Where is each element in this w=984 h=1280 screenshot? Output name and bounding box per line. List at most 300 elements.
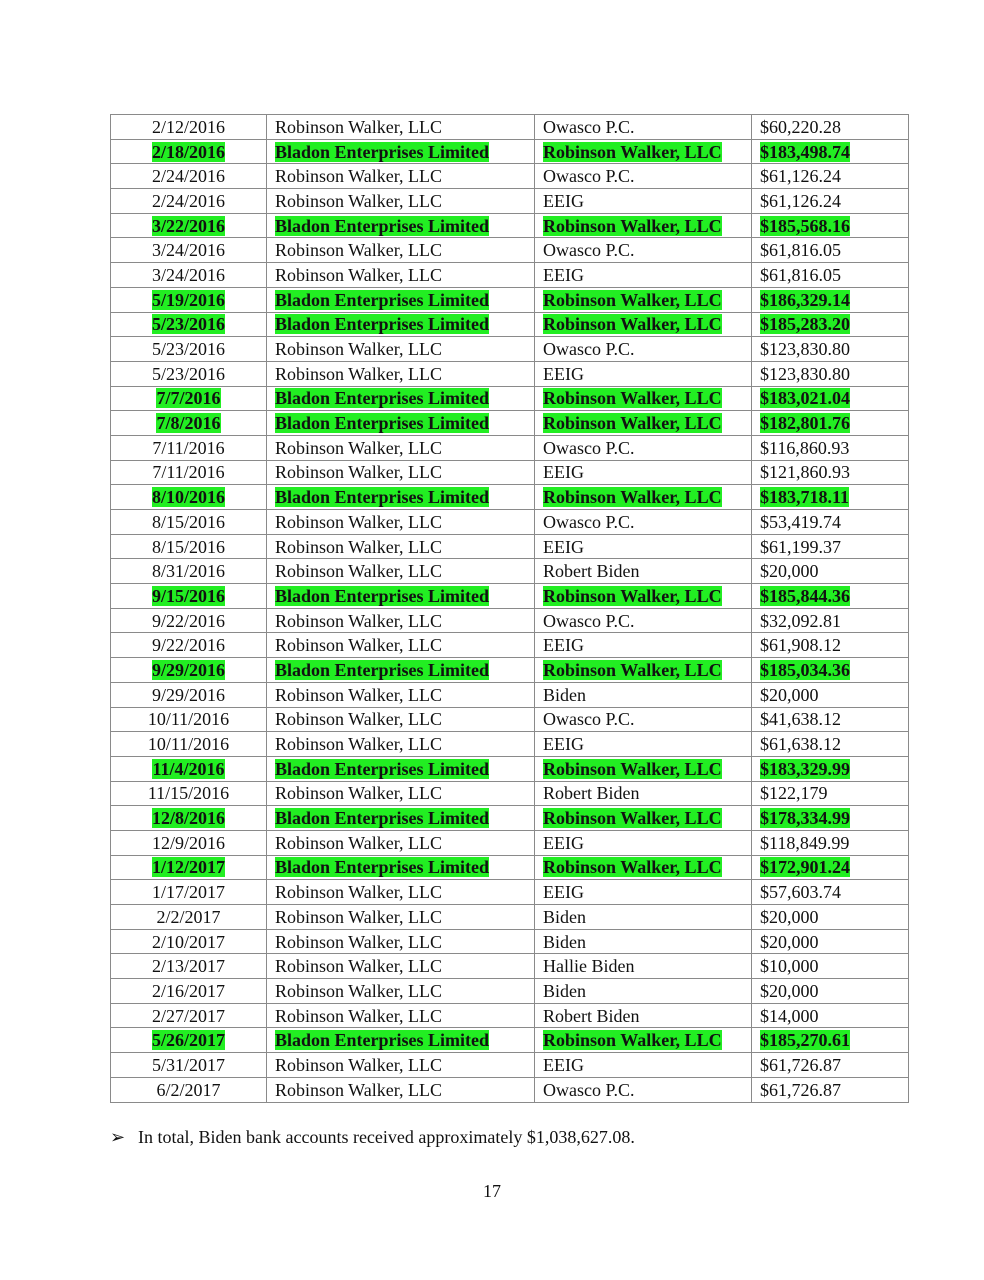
- table-row: [111, 534, 909, 559]
- table-row: [111, 213, 909, 238]
- recipient-cell: [535, 238, 752, 263]
- table-row: [111, 139, 909, 164]
- amount-cell-text: $182,801.76: [760, 413, 850, 434]
- date-cell: [111, 337, 267, 362]
- amount-cell-text: $185,270.61: [760, 1030, 850, 1051]
- recipient-cell: [535, 139, 752, 164]
- amount-cell: [752, 658, 909, 683]
- recipient-cell: [535, 658, 752, 683]
- sender-cell-text: Robinson Walker, LLC: [275, 190, 442, 211]
- sender-cell: [267, 263, 535, 288]
- amount-cell: [752, 115, 909, 140]
- sender-cell-text: Robinson Walker, LLC: [275, 536, 442, 557]
- recipient-cell-text: Robinson Walker, LLC: [543, 215, 722, 236]
- sender-cell-text: Bladon Enterprises Limited: [275, 659, 490, 680]
- amount-cell: [752, 361, 909, 386]
- sender-cell-text: Robinson Walker, LLC: [275, 610, 442, 631]
- amount-cell: [752, 929, 909, 954]
- recipient-cell: [535, 411, 752, 436]
- recipient-cell-text: Hallie Biden: [543, 956, 635, 977]
- sender-cell-text: Robinson Walker, LLC: [275, 264, 442, 285]
- table-row: [111, 287, 909, 312]
- amount-cell: [752, 485, 909, 510]
- date-cell: [111, 830, 267, 855]
- recipient-cell-text: Robinson Walker, LLC: [543, 659, 722, 680]
- table-row: [111, 954, 909, 979]
- amount-cell-text: $61,726.87: [760, 1079, 841, 1100]
- sender-cell: [267, 584, 535, 609]
- recipient-cell: [535, 386, 752, 411]
- recipient-cell: [535, 312, 752, 337]
- date-cell-text: 5/19/2016: [151, 289, 225, 310]
- table-row: [111, 1053, 909, 1078]
- amount-cell: [752, 1053, 909, 1078]
- sender-cell-text: Bladon Enterprises Limited: [275, 215, 490, 236]
- date-cell-text: 2/2/2017: [156, 906, 221, 927]
- table-row: [111, 361, 909, 386]
- amount-cell: [752, 139, 909, 164]
- date-cell: [111, 386, 267, 411]
- amount-cell: [752, 633, 909, 658]
- recipient-cell-text: Owasco P.C.: [543, 709, 635, 730]
- sender-cell-text: Robinson Walker, LLC: [275, 116, 442, 137]
- date-cell: [111, 213, 267, 238]
- sender-cell-text: Robinson Walker, LLC: [275, 783, 442, 804]
- sender-cell-text: Robinson Walker, LLC: [275, 1079, 442, 1100]
- date-cell-text: 2/12/2016: [151, 116, 225, 137]
- table-row: [111, 905, 909, 930]
- table-row: [111, 707, 909, 732]
- recipient-cell-text: Robinson Walker, LLC: [543, 1030, 722, 1051]
- sender-cell: [267, 830, 535, 855]
- amount-cell-text: $20,000: [760, 684, 819, 705]
- sender-cell-text: Bladon Enterprises Limited: [275, 857, 490, 878]
- sender-cell: [267, 608, 535, 633]
- date-cell-text: 7/7/2016: [156, 388, 221, 409]
- recipient-cell: [535, 929, 752, 954]
- recipient-cell: [535, 435, 752, 460]
- amount-cell-text: $32,092.81: [760, 610, 841, 631]
- date-cell: [111, 1053, 267, 1078]
- amount-cell: [752, 312, 909, 337]
- recipient-cell: [535, 559, 752, 584]
- date-cell: [111, 905, 267, 930]
- amount-cell-text: $61,199.37: [760, 536, 841, 557]
- date-cell-text: 3/24/2016: [151, 240, 225, 261]
- sender-cell: [267, 139, 535, 164]
- amount-cell: [752, 386, 909, 411]
- date-cell-text: 3/24/2016: [151, 264, 225, 285]
- date-cell-text: 9/22/2016: [151, 635, 225, 656]
- transactions-table-body: [111, 115, 909, 1103]
- amount-cell-text: $20,000: [760, 931, 819, 952]
- date-cell: [111, 312, 267, 337]
- sender-cell-text: Bladon Enterprises Limited: [275, 808, 490, 829]
- sender-cell-text: Robinson Walker, LLC: [275, 166, 442, 187]
- sender-cell-text: Robinson Walker, LLC: [275, 1054, 442, 1075]
- amount-cell: [752, 905, 909, 930]
- sender-cell: [267, 510, 535, 535]
- recipient-cell-text: Owasco P.C.: [543, 437, 635, 458]
- recipient-cell-text: Biden: [543, 980, 586, 1001]
- date-cell: [111, 1028, 267, 1053]
- date-cell: [111, 756, 267, 781]
- recipient-cell-text: Owasco P.C.: [543, 511, 635, 532]
- sender-cell-text: Bladon Enterprises Limited: [275, 413, 490, 434]
- date-cell-text: 8/15/2016: [151, 536, 225, 557]
- sender-cell-text: Bladon Enterprises Limited: [275, 758, 490, 779]
- sender-cell: [267, 189, 535, 214]
- date-cell: [111, 979, 267, 1004]
- recipient-cell-text: Owasco P.C.: [543, 610, 635, 631]
- amount-cell: [752, 1077, 909, 1102]
- date-cell-text: 8/15/2016: [151, 511, 225, 532]
- sender-cell: [267, 386, 535, 411]
- sender-cell: [267, 880, 535, 905]
- date-cell-text: 9/29/2016: [151, 659, 225, 680]
- date-cell-text: 2/24/2016: [151, 190, 225, 211]
- sender-cell: [267, 855, 535, 880]
- recipient-cell: [535, 608, 752, 633]
- amount-cell-text: $122,179: [760, 783, 828, 804]
- recipient-cell: [535, 732, 752, 757]
- table-row: [111, 806, 909, 831]
- amount-cell-text: $14,000: [760, 1005, 819, 1026]
- recipient-cell: [535, 855, 752, 880]
- recipient-cell-text: Owasco P.C.: [543, 240, 635, 261]
- date-cell: [111, 1003, 267, 1028]
- amount-cell-text: $185,568.16: [760, 215, 850, 236]
- amount-cell-text: $178,334.99: [760, 808, 850, 829]
- amount-cell-text: $185,844.36: [760, 585, 850, 606]
- amount-cell: [752, 954, 909, 979]
- recipient-cell-text: Robert Biden: [543, 561, 640, 582]
- date-cell-text: 5/23/2016: [151, 339, 225, 360]
- recipient-cell: [535, 1028, 752, 1053]
- sender-cell-text: Robinson Walker, LLC: [275, 956, 442, 977]
- recipient-cell-text: Biden: [543, 684, 586, 705]
- recipient-cell-text: Robinson Walker, LLC: [543, 141, 722, 162]
- amount-cell: [752, 682, 909, 707]
- recipient-cell-text: Robinson Walker, LLC: [543, 585, 722, 606]
- date-cell: [111, 584, 267, 609]
- recipient-cell: [535, 485, 752, 510]
- amount-cell-text: $185,283.20: [760, 314, 850, 335]
- sender-cell: [267, 682, 535, 707]
- recipient-cell-text: EEIG: [543, 635, 584, 656]
- table-row: [111, 1077, 909, 1102]
- amount-cell: [752, 806, 909, 831]
- table-row: [111, 115, 909, 140]
- sender-cell-text: Robinson Walker, LLC: [275, 561, 442, 582]
- date-cell-text: 12/8/2016: [151, 808, 225, 829]
- recipient-cell: [535, 682, 752, 707]
- table-row: [111, 510, 909, 535]
- date-cell-text: 7/11/2016: [152, 462, 225, 483]
- date-cell: [111, 658, 267, 683]
- recipient-cell-text: EEIG: [543, 363, 584, 384]
- recipient-cell-text: Biden: [543, 906, 586, 927]
- recipient-cell-text: Robinson Walker, LLC: [543, 413, 722, 434]
- summary-text: In total, Biden bank accounts received approximately $1,038,627.08.: [138, 1127, 635, 1147]
- recipient-cell-text: EEIG: [543, 882, 584, 903]
- recipient-cell: [535, 534, 752, 559]
- recipient-cell: [535, 707, 752, 732]
- amount-cell-text: $186,329.14: [760, 289, 850, 310]
- table-row: [111, 238, 909, 263]
- amount-cell-text: $121,860.93: [760, 462, 850, 483]
- amount-cell-text: $61,816.05: [760, 240, 841, 261]
- date-cell-text: 3/22/2016: [151, 215, 225, 236]
- sender-cell: [267, 411, 535, 436]
- date-cell: [111, 435, 267, 460]
- sender-cell-text: Robinson Walker, LLC: [275, 684, 442, 705]
- sender-cell: [267, 435, 535, 460]
- sender-cell-text: Robinson Walker, LLC: [275, 882, 442, 903]
- sender-cell: [267, 979, 535, 1004]
- date-cell: [111, 682, 267, 707]
- table-row: [111, 584, 909, 609]
- amount-cell-text: $61,126.24: [760, 190, 841, 211]
- amount-cell: [752, 781, 909, 806]
- sender-cell: [267, 164, 535, 189]
- date-cell-text: 2/10/2017: [151, 931, 225, 952]
- amount-cell-text: $183,498.74: [760, 141, 850, 162]
- date-cell-text: 8/10/2016: [151, 487, 225, 508]
- amount-cell-text: $60,220.28: [760, 116, 841, 137]
- table-row: [111, 386, 909, 411]
- amount-cell-text: $41,638.12: [760, 709, 841, 730]
- recipient-cell-text: Robinson Walker, LLC: [543, 758, 722, 779]
- table-row: [111, 411, 909, 436]
- date-cell-text: 1/17/2017: [151, 882, 225, 903]
- recipient-cell: [535, 287, 752, 312]
- amount-cell-text: $61,816.05: [760, 264, 841, 285]
- sender-cell: [267, 115, 535, 140]
- recipient-cell-text: Owasco P.C.: [543, 1079, 635, 1100]
- amount-cell: [752, 238, 909, 263]
- amount-cell: [752, 411, 909, 436]
- date-cell-text: 9/15/2016: [151, 585, 225, 606]
- amount-cell: [752, 435, 909, 460]
- sender-cell: [267, 1077, 535, 1102]
- amount-cell-text: $183,718.11: [760, 487, 850, 508]
- recipient-cell-text: Biden: [543, 931, 586, 952]
- sender-cell-text: Bladon Enterprises Limited: [275, 141, 490, 162]
- recipient-cell: [535, 830, 752, 855]
- date-cell-text: 5/31/2017: [151, 1054, 225, 1075]
- recipient-cell: [535, 806, 752, 831]
- table-row: [111, 559, 909, 584]
- date-cell-text: 2/16/2017: [151, 980, 225, 1001]
- date-cell: [111, 115, 267, 140]
- amount-cell-text: $20,000: [760, 980, 819, 1001]
- recipient-cell-text: Robinson Walker, LLC: [543, 857, 722, 878]
- sender-cell-text: Robinson Walker, LLC: [275, 734, 442, 755]
- table-row: [111, 312, 909, 337]
- sender-cell: [267, 658, 535, 683]
- amount-cell: [752, 534, 909, 559]
- recipient-cell: [535, 337, 752, 362]
- amount-cell: [752, 707, 909, 732]
- date-cell: [111, 361, 267, 386]
- sender-cell: [267, 905, 535, 930]
- amount-cell-text: $61,908.12: [760, 635, 841, 656]
- date-cell: [111, 781, 267, 806]
- recipient-cell-text: Robinson Walker, LLC: [543, 388, 722, 409]
- table-row: [111, 485, 909, 510]
- recipient-cell: [535, 633, 752, 658]
- table-row: [111, 189, 909, 214]
- recipient-cell-text: Owasco P.C.: [543, 166, 635, 187]
- date-cell-text: 2/24/2016: [151, 166, 225, 187]
- date-cell-text: 10/11/2016: [147, 734, 230, 755]
- date-cell: [111, 510, 267, 535]
- sender-cell: [267, 213, 535, 238]
- amount-cell: [752, 880, 909, 905]
- page-number: 17: [483, 1181, 501, 1201]
- date-cell: [111, 238, 267, 263]
- date-cell-text: 7/11/2016: [152, 437, 225, 458]
- recipient-cell: [535, 115, 752, 140]
- date-cell-text: 11/4/2016: [152, 758, 225, 779]
- table-row: [111, 682, 909, 707]
- recipient-cell: [535, 756, 752, 781]
- recipient-cell: [535, 1053, 752, 1078]
- date-cell-text: 6/2/2017: [156, 1079, 221, 1100]
- table-row: [111, 781, 909, 806]
- recipient-cell: [535, 880, 752, 905]
- table-row: [111, 263, 909, 288]
- sender-cell-text: Bladon Enterprises Limited: [275, 585, 490, 606]
- recipient-cell: [535, 781, 752, 806]
- recipient-cell: [535, 1077, 752, 1102]
- sender-cell-text: Robinson Walker, LLC: [275, 240, 442, 261]
- recipient-cell: [535, 584, 752, 609]
- recipient-cell-text: EEIG: [543, 264, 584, 285]
- table-row: [111, 658, 909, 683]
- sender-cell: [267, 633, 535, 658]
- table-row: [111, 164, 909, 189]
- date-cell: [111, 880, 267, 905]
- recipient-cell-text: Robinson Walker, LLC: [543, 487, 722, 508]
- sender-cell-text: Robinson Walker, LLC: [275, 511, 442, 532]
- recipient-cell: [535, 263, 752, 288]
- recipient-cell-text: EEIG: [543, 1054, 584, 1075]
- recipient-cell: [535, 979, 752, 1004]
- amount-cell: [752, 510, 909, 535]
- date-cell: [111, 485, 267, 510]
- recipient-cell: [535, 460, 752, 485]
- sender-cell: [267, 559, 535, 584]
- amount-cell: [752, 979, 909, 1004]
- sender-cell-text: Bladon Enterprises Limited: [275, 388, 490, 409]
- date-cell: [111, 633, 267, 658]
- table-row: [111, 756, 909, 781]
- date-cell-text: 1/12/2017: [151, 857, 225, 878]
- sender-cell-text: Robinson Walker, LLC: [275, 931, 442, 952]
- sender-cell-text: Bladon Enterprises Limited: [275, 487, 490, 508]
- amount-cell-text: $123,830.80: [760, 363, 850, 384]
- table-row: [111, 979, 909, 1004]
- amount-cell-text: $185,034.36: [760, 659, 850, 680]
- sender-cell-text: Robinson Walker, LLC: [275, 832, 442, 853]
- date-cell-text: 8/31/2016: [151, 561, 225, 582]
- sender-cell: [267, 806, 535, 831]
- sender-cell-text: Robinson Walker, LLC: [275, 635, 442, 656]
- recipient-cell-text: EEIG: [543, 462, 584, 483]
- date-cell: [111, 1077, 267, 1102]
- date-cell-text: 12/9/2016: [151, 832, 225, 853]
- amount-cell-text: $10,000: [760, 956, 819, 977]
- table-row: [111, 435, 909, 460]
- amount-cell: [752, 189, 909, 214]
- sender-cell: [267, 460, 535, 485]
- date-cell-text: 9/29/2016: [151, 684, 225, 705]
- amount-cell-text: $57,603.74: [760, 882, 841, 903]
- recipient-cell-text: Robert Biden: [543, 1005, 640, 1026]
- date-cell: [111, 287, 267, 312]
- date-cell: [111, 707, 267, 732]
- date-cell: [111, 460, 267, 485]
- sender-cell-text: Robinson Walker, LLC: [275, 437, 442, 458]
- amount-cell: [752, 756, 909, 781]
- sender-cell: [267, 1053, 535, 1078]
- date-cell: [111, 411, 267, 436]
- date-cell: [111, 806, 267, 831]
- sender-cell-text: Robinson Walker, LLC: [275, 1005, 442, 1026]
- amount-cell: [752, 830, 909, 855]
- table-row: [111, 460, 909, 485]
- date-cell: [111, 559, 267, 584]
- amount-cell-text: $118,849.99: [760, 832, 850, 853]
- sender-cell: [267, 361, 535, 386]
- sender-cell-text: Bladon Enterprises Limited: [275, 1030, 490, 1051]
- amount-cell: [752, 460, 909, 485]
- sender-cell: [267, 287, 535, 312]
- date-cell: [111, 608, 267, 633]
- arrow-bullet-icon: ➢: [110, 1127, 126, 1147]
- recipient-cell: [535, 213, 752, 238]
- table-row: [111, 1028, 909, 1053]
- recipient-cell: [535, 361, 752, 386]
- amount-cell: [752, 337, 909, 362]
- date-cell: [111, 929, 267, 954]
- date-cell: [111, 954, 267, 979]
- recipient-cell-text: Owasco P.C.: [543, 116, 635, 137]
- table-row: [111, 880, 909, 905]
- sender-cell: [267, 485, 535, 510]
- date-cell: [111, 855, 267, 880]
- date-cell-text: 10/11/2016: [147, 709, 230, 730]
- amount-cell: [752, 1003, 909, 1028]
- amount-cell: [752, 263, 909, 288]
- amount-cell-text: $116,860.93: [760, 437, 850, 458]
- recipient-cell: [535, 164, 752, 189]
- recipient-cell-text: Robinson Walker, LLC: [543, 314, 722, 335]
- amount-cell: [752, 164, 909, 189]
- date-cell: [111, 139, 267, 164]
- summary-bullet: [110, 1127, 635, 1148]
- amount-cell-text: $172,901.24: [760, 857, 850, 878]
- amount-cell-text: $61,126.24: [760, 166, 841, 187]
- sender-cell-text: Robinson Walker, LLC: [275, 462, 442, 483]
- recipient-cell: [535, 510, 752, 535]
- amount-cell: [752, 732, 909, 757]
- date-cell-text: 2/18/2016: [151, 141, 225, 162]
- amount-cell-text: $61,726.87: [760, 1054, 841, 1075]
- table-row: [111, 855, 909, 880]
